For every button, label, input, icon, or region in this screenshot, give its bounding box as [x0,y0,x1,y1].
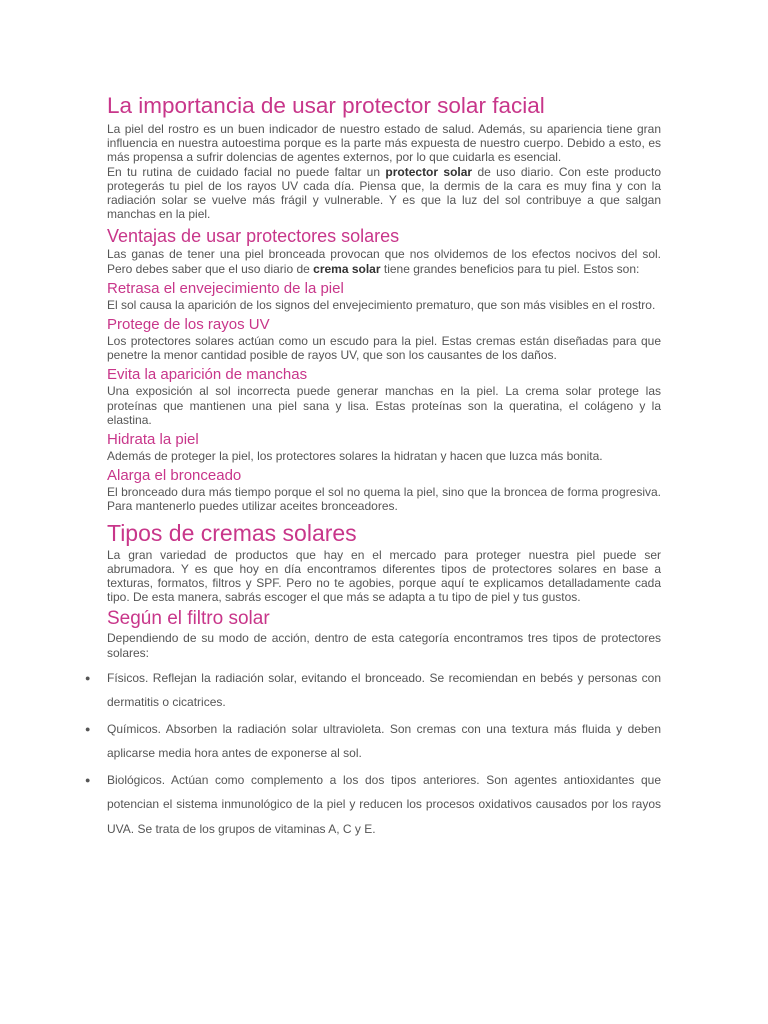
list-item-quimicos [85,717,661,766]
ventajas-intro-before: Las ganas de tener una piel bronceada provocan que nos olvidemos de los efectos nocivos del sol. Pero debes saber que el uso diario de [107,247,661,276]
ventaja-text-hidrata: Además de proteger la piel, los protectores solares la hidratan y hacen que luzca más bonita. [107,449,603,464]
ventajas-intro [107,247,661,275]
ventajas-intro-bold: crema solar [313,261,381,276]
bullet-dot-icon: ● [85,774,91,785]
ventaja-text-rayos-uv: Los protectores solares actúan como un escudo para la piel. Estas cremas están diseñadas para que penetre la menor cantidad posible de rayos UV, que son los causantes de los daños. [107,334,661,363]
ventajas-intro-after: tiene grandes beneficios para tu piel. Estos son: [380,261,640,276]
ventajas-heading: Ventajas de usar protectores solares [107,226,400,247]
bullet-dot-icon: ● [85,723,91,734]
intro-p2-text-after: de uso diario. Con este producto protegerás tu piel de los rayos UV cada día. Piensa que, la dermis de la cara es muy fina y con la radiación solar se vuelve más frágil y vulnerable. Y es que la luz del sol contribuye a que salgan manchas en la piel. [107,164,662,222]
list-item-biologicos [85,768,661,842]
filtro-text: Dependiendo de su modo de acción, dentro de esta categoría encontramos tres tipos de protectores solares: [107,631,661,660]
ventaja-heading-bronceado: Alarga el bronceado [107,467,242,485]
intro-p2-bold: protector solar [385,164,473,179]
ventaja-text-envejecimiento: El sol causa la aparición de los signos del envejecimiento prematuro, que son más visibles en el rostro. [107,297,656,312]
tipos-heading: Tipos de cremas solares [107,519,357,546]
list-item-text: Físicos. Reflejan la radiación solar, evitando el bronceado. Se recomiendan en bebés y personas con dermatitis o cicatrices. [107,670,661,710]
bullet-dot-icon: ● [85,672,91,683]
ventaja-heading-envejecimiento: Retrasa el envejecimiento de la piel [107,279,344,297]
ventaja-heading-hidrata: Hidrata la piel [107,431,199,449]
filtro-bullet-list [85,666,661,842]
page-title: La importancia de usar protector solar facial [107,93,545,118]
ventaja-text-bronceado: El bronceado dura más tiempo porque el sol no quema la piel, sino que la broncea de forma progresiva. Para mantenerlo puedes utilizar aceites bronceadores. [107,485,661,514]
ventaja-heading-rayos-uv: Protege de los rayos UV [107,316,270,334]
intro-paragraph-1: La piel del rostro es un buen indicador de nuestro estado de salud. Además, su apariencia tiene gran influencia en nuestra autoestima porque es la parte más expuesta de nuestro cuerpo. Debido a esto, es más propensa a sufrir dolencias de agentes externos, por lo que cuidarla es esencial. [107,122,661,165]
filtro-heading: Según el filtro solar [107,608,270,630]
list-item-text: Biológicos. Actúan como complemento a los dos tipos anteriores. Son agentes antioxidantes que potencian el sistema inmunológico de la piel y reducen los procesos oxidativos causados por los rayos UVA. Se trata de los grupos de vitaminas A, C y E. [107,772,661,836]
intro-paragraph-2 [107,165,661,222]
list-item-fisicos [85,666,661,715]
ventaja-heading-manchas: Evita la aparición de manchas [107,366,308,384]
ventaja-text-manchas: Una exposición al sol incorrecta puede generar manchas en la piel. La crema solar protege las proteínas que mantienen una piel sana y lisa. Estas proteínas son la queratina, el colágeno y la elastina. [107,384,661,427]
list-item-text: Químicos. Absorben la radiación solar ultravioleta. Son cremas con una textura más fluida y deben aplicarse media hora antes de exponerse al sol. [107,721,661,761]
intro-p2-text-before: En tu rutina de cuidado facial no puede faltar un [107,164,386,179]
tipos-text: La gran variedad de productos que hay en el mercado para proteger nuestra piel puede ser abrumadora. Y es que hoy en día encontramos diferentes tipos de protectores solares en base a texturas, formatos, filtros y SPF. Pero no te agobies, porque aquí te explicamos detalladamente cada tipo. De esta manera, sabrás escoger el que más se adapta a tu tipo de piel y tus gustos. [107,547,661,605]
document-page [85,90,662,843]
